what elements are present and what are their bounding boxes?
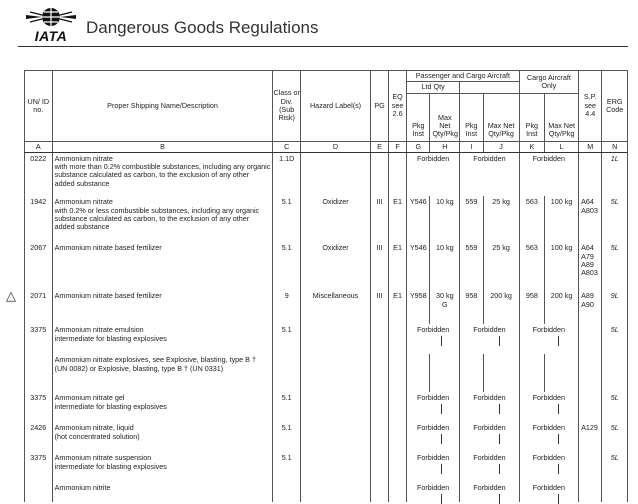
cell-pkg-inst-g: Y546 [407, 196, 430, 242]
col-letter: N [602, 141, 628, 152]
cell-pkg-inst-i: 559 [460, 242, 483, 290]
col-name: Proper Shipping Name/Description [52, 71, 273, 142]
cell-sp [579, 452, 602, 482]
forbidden-divider [520, 464, 578, 474]
cell-max-net-l: 200 kg [545, 290, 579, 324]
cell-eq [389, 324, 407, 354]
globe-icon [20, 6, 82, 30]
col-erg: ERG Code [602, 71, 628, 142]
col-group-passenger: Passenger and Cargo Aircraft [407, 71, 520, 82]
col-sp: S.P. see 4.4 [579, 71, 602, 142]
table-row [25, 152, 628, 196]
cell-pg: III [371, 196, 389, 242]
cell-max-net-j [483, 354, 519, 392]
forbidden-divider [460, 404, 518, 414]
cell-sp: A64 A79 A89 A803 [579, 242, 602, 290]
col-letter: K [519, 141, 544, 152]
col-class: Class or Div. (Sub Risk) [273, 71, 301, 142]
cell-un [25, 482, 53, 502]
cell-hazard [300, 452, 370, 482]
cell-hazard [300, 354, 370, 392]
cell-erg: 5L [602, 196, 628, 242]
cell-erg: 5L [602, 452, 628, 482]
page-header [18, 4, 628, 44]
logo-wordmark: IATA [34, 28, 68, 44]
cell-erg [602, 482, 628, 502]
cell-pg [371, 482, 389, 502]
shipping-description: with 0.2% or less combustible substances, including any organic substance calculated as carbon, to the exclusion of any other added substance [54, 205, 260, 232]
cell-eq [389, 482, 407, 502]
forbidden-label: Forbidden [416, 325, 450, 335]
cell-pkg-inst-k [519, 354, 544, 392]
table-row [25, 354, 628, 392]
forbidden-divider [460, 336, 518, 346]
col-group-blank [460, 82, 519, 93]
cell-erg: 5L [602, 324, 628, 354]
cell-eq [389, 354, 407, 392]
proper-shipping-name: Ammonium nitrate suspension [54, 453, 152, 463]
cell-un: 2067 [25, 242, 53, 290]
cell-max-net-h: 10 kg [430, 196, 460, 242]
cell-pkg-inst-i: 559 [460, 196, 483, 242]
forbidden-divider [520, 494, 578, 504]
cell-cargo [519, 482, 578, 502]
cell-name [52, 354, 273, 392]
proper-shipping-name: Ammonium nitrate emulsion [54, 325, 144, 335]
cell-hazard: Miscellaneous [300, 290, 370, 324]
cell-passenger [460, 452, 519, 482]
forbidden-divider [407, 434, 459, 444]
cell-un: 2426 [25, 422, 53, 452]
cell-hazard: Oxidizer [300, 242, 370, 290]
cell-ltd-qty [407, 324, 460, 354]
col-letter: M [579, 141, 602, 152]
cell-max-net-j: 200 kg [483, 290, 519, 324]
cell-name [52, 392, 273, 422]
cell-sp [579, 354, 602, 392]
proper-shipping-name: Ammonium nitrate [54, 153, 113, 163]
cell-erg: 9L [602, 290, 628, 324]
cell-sp [579, 152, 602, 196]
col-letter: J [483, 141, 519, 152]
proper-shipping-name: Ammonium nitrate [54, 197, 113, 207]
cell-erg: 5L [602, 392, 628, 422]
cell-pg [371, 452, 389, 482]
forbidden-label: Forbidden [473, 325, 506, 335]
cell-name [52, 452, 273, 482]
forbidden-divider [460, 434, 518, 444]
cell-class: 1.1D [273, 152, 301, 196]
col-pg: PG [371, 71, 389, 142]
cell-pkg-inst-i [460, 354, 483, 392]
cell-un: 3375 [25, 324, 53, 354]
cell-pg [371, 354, 389, 392]
cell-erg [602, 354, 628, 392]
cell-name [52, 196, 273, 242]
shipping-description: (hot concentrated solution) [54, 431, 140, 441]
forbidden-label: Forbidden [473, 393, 506, 403]
cell-name [52, 290, 273, 324]
cell-pkg-inst-g [407, 354, 430, 392]
cell-ltd-qty [407, 422, 460, 452]
col-pkg-inst-g: Pkg Inst [407, 93, 430, 141]
header-rule [18, 46, 628, 47]
table-row [25, 452, 628, 482]
cell-eq: E1 [389, 242, 407, 290]
cell-cargo [519, 422, 578, 452]
cell-eq: E1 [389, 196, 407, 242]
cell-class: 5.1 [273, 452, 301, 482]
forbidden-divider [520, 336, 578, 346]
forbidden-label: Forbidden [416, 153, 450, 163]
table-row [25, 324, 628, 354]
forbidden-label: Forbidden [532, 483, 566, 493]
revision-marker: △ [6, 288, 16, 303]
cell-pg [371, 152, 389, 196]
cell-pkg-inst-g: Y958 [407, 290, 430, 324]
cell-eq [389, 422, 407, 452]
forbidden-label: Forbidden [416, 393, 450, 403]
table-row [25, 290, 628, 324]
forbidden-divider [520, 404, 578, 414]
cell-erg: 1L [602, 152, 628, 196]
forbidden-divider [407, 404, 459, 414]
cell-name [52, 422, 273, 452]
cell-hazard [300, 422, 370, 452]
table-row [25, 422, 628, 452]
cell-ltd-qty [407, 452, 460, 482]
forbidden-divider [520, 434, 578, 444]
cell-hazard [300, 324, 370, 354]
cell-erg: 5L [602, 422, 628, 452]
forbidden-label: Forbidden [473, 453, 506, 463]
cell-sp: A64 A803 [579, 196, 602, 242]
cell-ltd-qty [407, 482, 460, 502]
cell-sp [579, 324, 602, 354]
cell-passenger [460, 422, 519, 452]
table-row [25, 482, 628, 502]
proper-shipping-name: Ammonium nitrate gel [54, 393, 125, 403]
col-eq: EQ see 2.6 [389, 71, 407, 142]
col-letter: C [273, 141, 301, 152]
cell-sp [579, 392, 602, 422]
proper-shipping-name: Ammonium nitrate explosives, see Explosive, blasting, type B † (UN 0082) or Explosive, blasting, type B † (UN 0331) [54, 355, 256, 373]
forbidden-label: Forbidden [532, 423, 566, 433]
forbidden-label: Forbidden [416, 483, 450, 493]
cell-max-net-l [545, 354, 579, 392]
cell-passenger [460, 392, 519, 422]
cell-cargo [519, 152, 578, 196]
cell-max-net-j: 25 kg [483, 196, 519, 242]
cell-class: 5.1 [273, 422, 301, 452]
cell-hazard [300, 392, 370, 422]
cell-class: 5.1 [273, 324, 301, 354]
cell-pkg-inst-i: 958 [460, 290, 483, 324]
cell-class: 5.1 [273, 392, 301, 422]
table-row [25, 196, 628, 242]
col-group-cargo: Cargo Aircraft Only [519, 71, 578, 94]
cell-eq [389, 392, 407, 422]
proper-shipping-name: Ammonium nitrite [54, 483, 111, 493]
cell-hazard [300, 152, 370, 196]
cell-un: 1942 [25, 196, 53, 242]
cell-class: 9 [273, 290, 301, 324]
cell-un [25, 354, 53, 392]
cell-max-net-j: 25 kg [483, 242, 519, 290]
cell-max-net-h: 30 kg G [430, 290, 460, 324]
cell-max-net-h: 10 kg [430, 242, 460, 290]
forbidden-label: Forbidden [473, 153, 506, 163]
cell-sp: A89 A90 [579, 290, 602, 324]
cell-cargo [519, 452, 578, 482]
proper-shipping-name: Ammonium nitrate based fertilizer [54, 291, 162, 301]
cell-max-net-l: 100 kg [545, 196, 579, 242]
col-letter: D [300, 141, 370, 152]
cell-pkg-inst-g: Y546 [407, 242, 430, 290]
forbidden-label: Forbidden [473, 483, 506, 493]
cell-eq [389, 452, 407, 482]
forbidden-label: Forbidden [532, 453, 566, 463]
cell-cargo [519, 324, 578, 354]
cell-max-net-h [430, 354, 460, 392]
table-row [25, 242, 628, 290]
table-body [25, 152, 628, 502]
col-letter: B [52, 141, 273, 152]
col-hazard: Hazard Label(s) [300, 71, 370, 142]
col-max-net-j: Max Net Qty/Pkg [483, 93, 519, 141]
forbidden-label: Forbidden [473, 423, 506, 433]
cell-ltd-qty [407, 392, 460, 422]
cell-pkg-inst-k: 958 [519, 290, 544, 324]
col-letter: E [371, 141, 389, 152]
cell-passenger [460, 482, 519, 502]
cell-pg: III [371, 242, 389, 290]
cell-pkg-inst-k: 563 [519, 242, 544, 290]
forbidden-divider [407, 336, 459, 346]
cell-eq: E1 [389, 290, 407, 324]
shipping-description: intermediate for blasting explosives [54, 461, 167, 471]
col-max-net-h: Max Net Qty/Pkg [430, 93, 460, 141]
cell-max-net-l: 100 kg [545, 242, 579, 290]
proper-shipping-name: Ammonium nitrate based fertilizer [54, 243, 162, 253]
cell-pg [371, 392, 389, 422]
shipping-description: intermediate for blasting explosives [54, 401, 167, 411]
dangerous-goods-table [24, 70, 628, 502]
cell-class: 5.1 [273, 196, 301, 242]
cell-pg [371, 324, 389, 354]
forbidden-divider [407, 464, 459, 474]
col-pkg-inst-i: Pkg Inst [460, 93, 483, 141]
col-letter: L [545, 141, 579, 152]
cell-passenger [460, 152, 519, 196]
cell-passenger [460, 324, 519, 354]
cell-name [52, 152, 273, 196]
page-title: Dangerous Goods Regulations [86, 18, 319, 37]
forbidden-label: Forbidden [532, 153, 566, 163]
proper-shipping-name: Ammonium nitrate, liquid [54, 423, 134, 433]
cell-hazard [300, 482, 370, 502]
forbidden-label: Forbidden [532, 393, 566, 403]
forbidden-label: Forbidden [532, 325, 566, 335]
col-group-ltd-qty: Ltd Qty [407, 82, 460, 93]
cell-sp: A129 [579, 422, 602, 452]
col-un: UN/ ID no. [25, 71, 53, 142]
forbidden-divider [407, 494, 459, 504]
shipping-description: with more than 0.2% combustible substances, including any organic substance calculated as carbon, to the exclusion of any other added substance [54, 162, 271, 188]
col-letter: F [389, 141, 407, 152]
cell-name [52, 242, 273, 290]
cell-pg: III [371, 290, 389, 324]
col-pkg-inst-k: Pkg Inst [519, 93, 544, 141]
cell-un: 0222 [25, 152, 53, 196]
column-letters-row [25, 141, 628, 152]
cell-un: 3375 [25, 392, 53, 422]
forbidden-divider [460, 494, 518, 504]
col-letter: I [460, 141, 483, 152]
cell-class: 5.1 [273, 242, 301, 290]
cell-eq [389, 152, 407, 196]
forbidden-label: Forbidden [416, 423, 450, 433]
col-max-net-l: Max Net Qty/Pkg [545, 93, 579, 141]
col-letter: H [430, 141, 460, 152]
cell-pg [371, 422, 389, 452]
forbidden-label: Forbidden [416, 453, 450, 463]
cell-sp [579, 482, 602, 502]
table-row [25, 392, 628, 422]
col-letter: A [25, 141, 53, 152]
forbidden-divider [460, 464, 518, 474]
cell-erg: 5L [602, 242, 628, 290]
cell-un: 2071 [25, 290, 53, 324]
shipping-description: intermediate for blasting explosives [54, 333, 167, 343]
cell-ltd-qty [407, 152, 460, 196]
cell-hazard: Oxidizer [300, 196, 370, 242]
iata-logo [20, 6, 82, 44]
cell-class [273, 354, 301, 392]
cell-cargo [519, 392, 578, 422]
cell-pkg-inst-k: 563 [519, 196, 544, 242]
cell-name [52, 324, 273, 354]
col-letter: G [407, 141, 430, 152]
cell-un: 3375 [25, 452, 53, 482]
cell-name [52, 482, 273, 502]
cell-class [273, 482, 301, 502]
